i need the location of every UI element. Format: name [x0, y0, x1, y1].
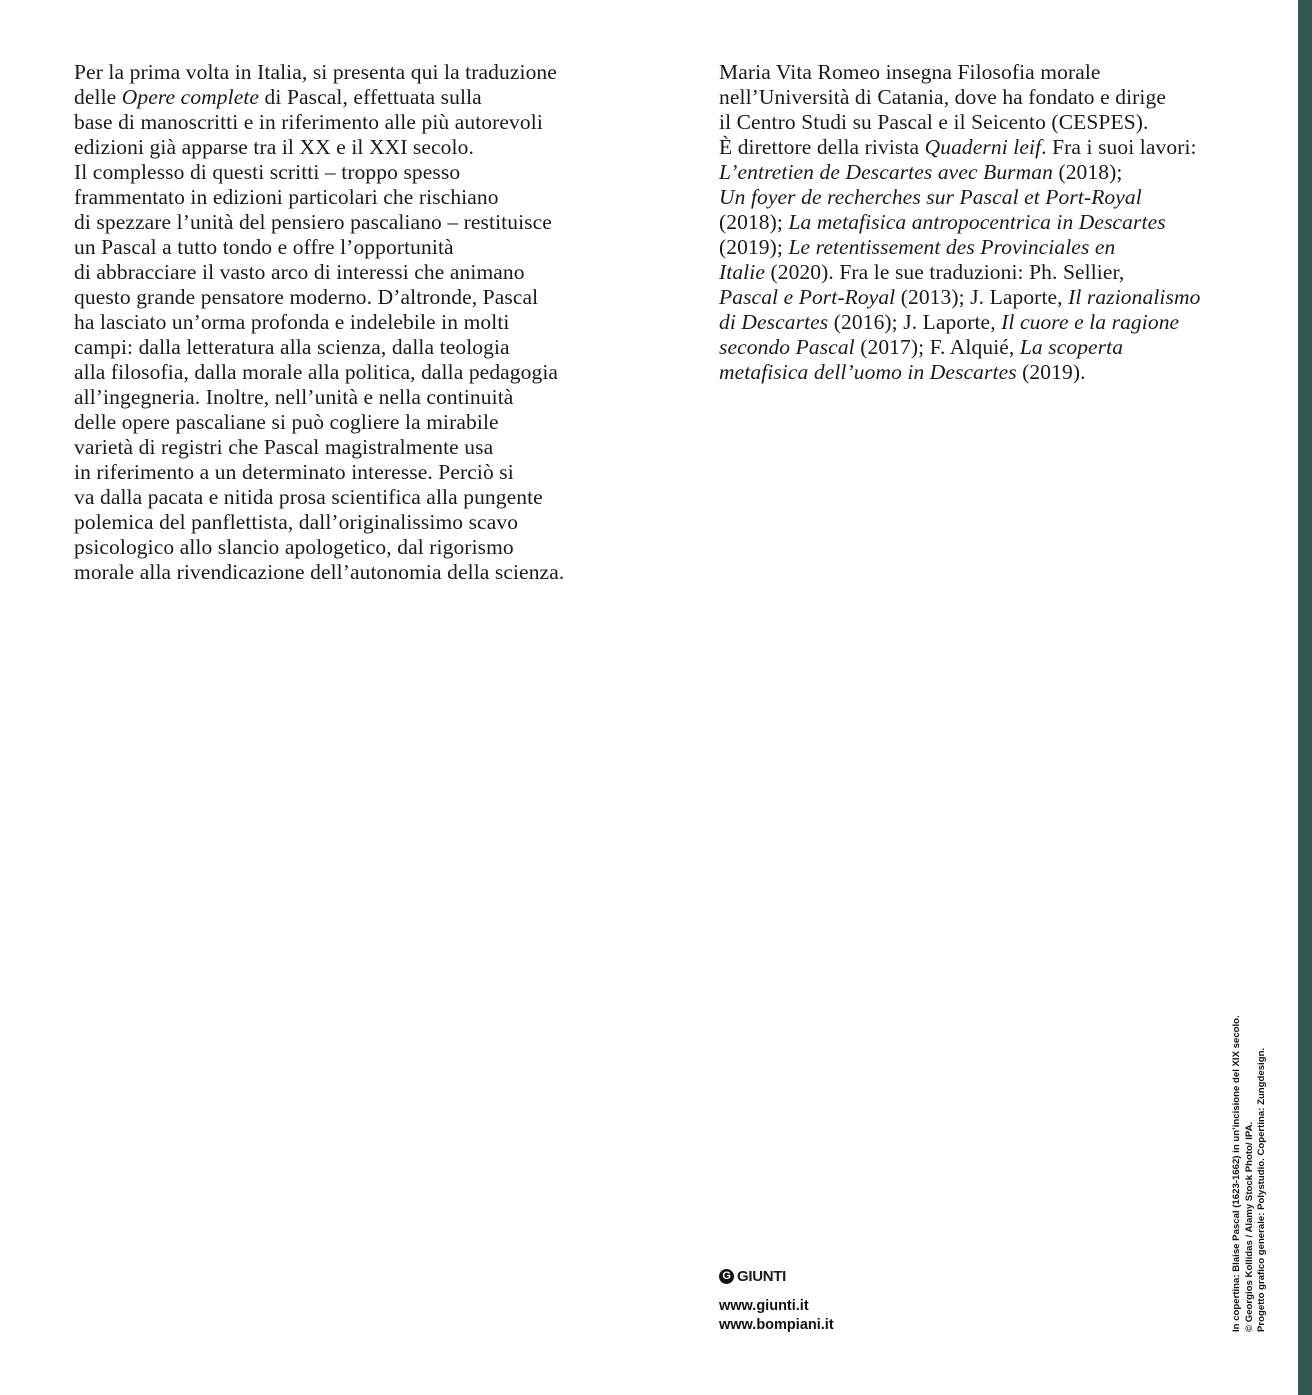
text-line — [74, 335, 564, 360]
text-run: di spezzare l’unità del pensiero pascaliano – restituisce — [74, 210, 552, 234]
text-run: Maria Vita Romeo insegna Filosofia morale — [719, 60, 1101, 84]
publisher-links — [719, 1297, 834, 1335]
text-run: (2016); J. Laporte, — [828, 310, 1002, 334]
italic-title-text: secondo Pascal — [719, 335, 855, 359]
text-run: (2013); J. Laporte, — [895, 285, 1069, 309]
author-bio — [719, 60, 1200, 385]
text-line — [74, 410, 564, 435]
cover-spine-strip — [1298, 0, 1312, 1395]
text-line — [74, 160, 564, 185]
text-line — [74, 310, 564, 335]
text-run: delle opere pascaliane si può cogliere la mirabile — [74, 410, 499, 434]
text-line — [719, 110, 1200, 135]
text-line — [74, 485, 564, 510]
italic-title-text: metafisica dell’uomo in Descartes — [719, 360, 1017, 384]
publisher-logo — [719, 1268, 786, 1285]
text-line — [719, 260, 1200, 285]
text-line — [719, 185, 1200, 210]
text-line — [74, 235, 564, 260]
publisher-name: GIUNTI — [737, 1268, 787, 1285]
text-line — [719, 210, 1200, 235]
italic-title-text: La metafisica antropocentrica in Descartes — [788, 210, 1166, 234]
text-line — [719, 60, 1200, 85]
credit-line-design: Progetto grafico generale: Polystudio. Copertina: Zungdesign. — [1256, 1047, 1267, 1332]
text-line — [74, 510, 564, 535]
italic-title-text: Le retentissement des Provinciales en — [788, 235, 1116, 259]
text-line — [74, 85, 564, 110]
text-run: (2018); — [719, 210, 789, 234]
text-line — [719, 360, 1200, 385]
text-line — [719, 310, 1200, 335]
credit-line-copyright: © Georgios Kollidas / Alamy Stock Photo/ IPA. — [1243, 1121, 1255, 1332]
text-run: edizioni già apparse tra il XX e il XXI secolo. — [74, 135, 474, 159]
text-run: va dalla pacata e nitida prosa scientifica alla pungente — [74, 485, 543, 509]
text-run: di Pascal, effettuata sulla — [259, 85, 482, 109]
text-line — [74, 435, 564, 460]
text-line — [74, 560, 564, 585]
italic-title-text: La scoperta — [1019, 335, 1124, 359]
italic-title-text: Il razionalismo — [1068, 285, 1201, 309]
text-run: polemica del panflettista, dall’originalissimo scavo — [74, 510, 519, 534]
text-run: questo grande pensatore moderno. D’altronde, Pascal — [74, 285, 539, 309]
text-run: (2019). — [1016, 360, 1086, 384]
text-run: morale alla rivendicazione dell’autonomia della scienza. — [74, 560, 565, 584]
text-line — [719, 235, 1200, 260]
text-line — [719, 335, 1200, 360]
italic-title-text: Italie — [719, 260, 765, 284]
cover-credits — [1231, 972, 1269, 1332]
book-description — [74, 60, 564, 585]
text-line — [74, 260, 564, 285]
text-run: di abbracciare il vasto arco di interessi che animano — [74, 260, 525, 284]
italic-title-text: Quaderni leif — [924, 135, 1042, 159]
text-run: il Centro Studi su Pascal e il Seicento (CESPES). — [719, 110, 1149, 134]
text-run: all’ingegneria. Inoltre, nell’unità e nella continuità — [74, 385, 514, 409]
text-run: campi: dalla letteratura alla scienza, dalla teologia — [74, 335, 510, 359]
text-run: psicologico allo slancio apologetico, dal rigorismo — [74, 535, 514, 559]
text-run: È direttore della rivista — [719, 135, 925, 159]
text-line — [74, 535, 564, 560]
credit-line-cover-image: In copertina: Blaise Pascal (1623-1662) in un’incisione del XIX secolo. — [1231, 1015, 1242, 1332]
text-line — [74, 135, 564, 160]
text-line — [74, 285, 564, 310]
text-line — [74, 185, 564, 210]
italic-title-text: Opere complete — [121, 85, 260, 109]
text-line — [74, 60, 564, 85]
text-run: base di manoscritti e in riferimento alle più autorevoli — [74, 110, 543, 134]
italic-title-text: Il cuore e la ragione — [1001, 310, 1180, 334]
text-run: ha lasciato un’orma profonda e indelebile in molti — [74, 310, 510, 334]
text-run: (2018); — [1052, 160, 1123, 184]
text-line — [719, 285, 1200, 310]
text-run: (2020). Fra le sue traduzioni: Ph. Sellier, — [764, 260, 1125, 284]
bompiani-url-link[interactable]: www.bompiani.it — [719, 1317, 834, 1333]
text-line — [719, 135, 1200, 160]
text-run: in riferimento a un determinato interesse. Perciò si — [74, 460, 514, 484]
text-line — [74, 110, 564, 135]
text-line — [74, 460, 564, 485]
text-run: delle — [74, 85, 122, 109]
text-run: Per la prima volta in Italia, si presenta qui la traduzione — [74, 60, 557, 84]
giunti-logo-icon: G — [719, 1269, 734, 1284]
text-line — [719, 85, 1200, 110]
text-run: un Pascal a tutto tondo e offre l’opportunità — [74, 235, 454, 259]
giunti-url-link[interactable]: www.giunti.it — [719, 1298, 809, 1314]
text-run: frammentato in edizioni particolari che rischiano — [74, 185, 499, 209]
text-run: Il complesso di questi scritti – troppo spesso — [74, 160, 461, 184]
text-line — [74, 210, 564, 235]
text-line — [719, 160, 1200, 185]
text-run: . Fra i suoi lavori: — [1041, 135, 1197, 159]
text-run: (2017); F. Alquié, — [854, 335, 1020, 359]
italic-title-text: Pascal e Port-Royal — [719, 285, 896, 309]
text-run: varietà di registri che Pascal magistralmente usa — [74, 435, 494, 459]
text-run: (2019); — [719, 235, 789, 259]
italic-title-text: Un foyer de recherches sur Pascal et Port-Royal — [719, 185, 1142, 209]
text-run: nell’Università di Catania, dove ha fondato e dirige — [719, 85, 1166, 109]
italic-title-text: di Descartes — [719, 310, 829, 334]
text-run: alla filosofia, dalla morale alla politica, dalla pedagogia — [74, 360, 559, 384]
text-line — [74, 360, 564, 385]
italic-title-text: L’entretien de Descartes avec Burman — [719, 160, 1053, 184]
text-line — [74, 385, 564, 410]
